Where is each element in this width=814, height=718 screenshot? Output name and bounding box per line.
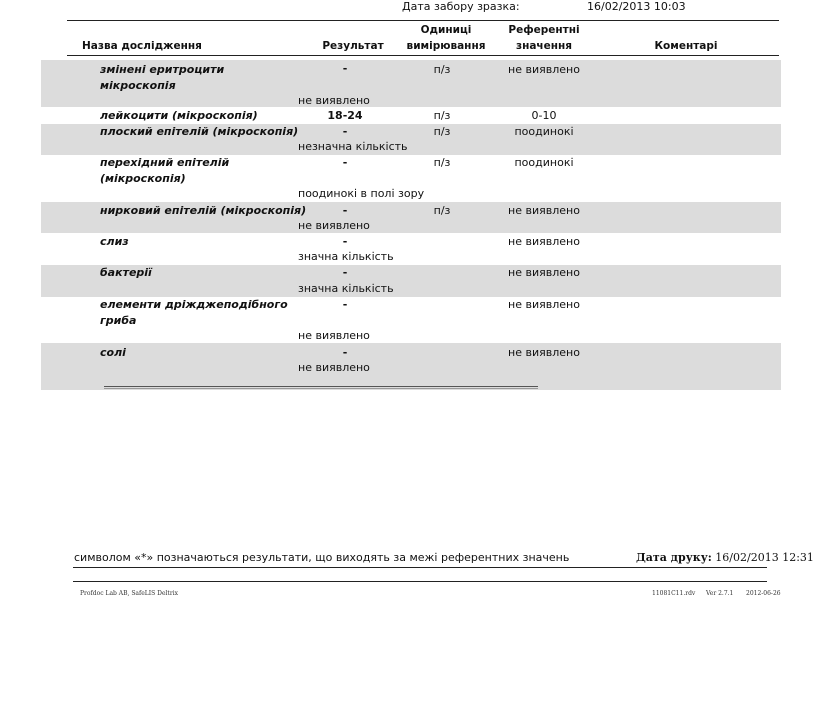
- test-unit: п/з: [433, 156, 451, 169]
- test-result: -: [342, 156, 348, 169]
- test-name: нирковий епітелій (мікроскопія): [100, 204, 307, 217]
- test-result: -: [342, 204, 348, 217]
- col-ref-line1: Референтні: [508, 24, 580, 36]
- test-result: -: [342, 125, 348, 138]
- header-rule: [67, 55, 779, 56]
- vendor-text: Profdoc Lab AB, SafeLIS Deltrix: [80, 590, 179, 597]
- test-name: солі: [100, 346, 126, 359]
- test-result-note: значна кількість: [298, 282, 394, 295]
- sample-date-value: 16/02/2013 10:03: [587, 0, 686, 13]
- test-result: -: [342, 266, 348, 279]
- test-reference: не виявлено: [508, 204, 580, 217]
- print-date-value: 16/02/2013 12:31: [715, 551, 814, 564]
- test-reference: не виявлено: [508, 63, 580, 76]
- test-unit: п/з: [433, 109, 451, 122]
- col-name-header: Назва дослідження: [82, 40, 202, 52]
- print-date: [636, 551, 814, 564]
- print-date-label: Дата друку:: [636, 551, 712, 564]
- test-name: лейкоцити (мікроскопія): [100, 109, 258, 122]
- legend-note: символом «*» позначаються результати, що виходять за межі референтних значень: [74, 551, 570, 564]
- test-result: -: [342, 346, 348, 359]
- footer-rule-2: [73, 581, 767, 582]
- test-name: [100, 62, 224, 94]
- row-band-9: [41, 343, 781, 390]
- test-name: [100, 297, 288, 329]
- test-name-line2: гриба: [100, 314, 137, 327]
- col-units-header: [398, 22, 494, 54]
- test-reference: поодинокі: [514, 156, 574, 169]
- top-rule: [67, 20, 779, 21]
- test-name: плоский епітелій (мікроскопія): [100, 125, 299, 138]
- report-version: Ver 2.7.1: [706, 590, 734, 597]
- col-units-line1: Одиниці: [420, 24, 472, 36]
- test-unit: п/з: [433, 204, 451, 217]
- col-ref-header: [494, 22, 594, 54]
- col-result-header: Результат: [322, 40, 384, 52]
- test-name: [100, 155, 229, 187]
- test-name: слиз: [100, 235, 129, 248]
- test-result: 18-24: [327, 109, 363, 122]
- report-build-date: 2012-06-26: [746, 590, 781, 597]
- test-reference: не виявлено: [508, 266, 580, 279]
- test-result-note: не виявлено: [298, 361, 370, 374]
- footer-rule-1: [73, 567, 767, 568]
- test-result-note: не виявлено: [298, 329, 370, 342]
- test-name-line1: елементи дріжджеподібного: [100, 298, 288, 311]
- sample-date-label: Дата забору зразка:: [402, 0, 520, 13]
- test-result: -: [342, 235, 348, 248]
- test-name-line1: перехідний епітелій: [100, 156, 230, 169]
- test-reference: поодинокі: [514, 125, 574, 138]
- test-unit: п/з: [433, 125, 451, 138]
- test-result-note: поодинокі в полі зору: [298, 187, 425, 200]
- test-name-line2: мікроскопія: [100, 79, 176, 92]
- test-reference: не виявлено: [508, 235, 580, 248]
- test-result: -: [342, 62, 348, 75]
- test-reference: не виявлено: [508, 346, 580, 359]
- test-result: -: [342, 298, 348, 311]
- test-name-line1: змінені еритроцити: [100, 63, 225, 76]
- test-reference: не виявлено: [508, 298, 580, 311]
- col-ref-line2: значення: [515, 40, 573, 52]
- row-band-7: [41, 265, 781, 297]
- table-end-rule: [104, 386, 538, 389]
- report-file: 11081C11.rdv: [652, 590, 696, 597]
- test-result-note: значна кількість: [298, 250, 394, 263]
- test-result-note: незначна кількість: [298, 140, 408, 153]
- col-units-line2: вимірювання: [406, 40, 486, 52]
- test-result-note: не виявлено: [298, 94, 370, 107]
- test-name: бактерії: [100, 266, 152, 279]
- test-result-note: не виявлено: [298, 219, 370, 232]
- test-unit: п/з: [433, 63, 451, 76]
- test-reference: 0-10: [531, 109, 557, 122]
- test-name-line2: (мікроскопія): [100, 172, 186, 185]
- col-comments-header: Коментарі: [654, 40, 718, 52]
